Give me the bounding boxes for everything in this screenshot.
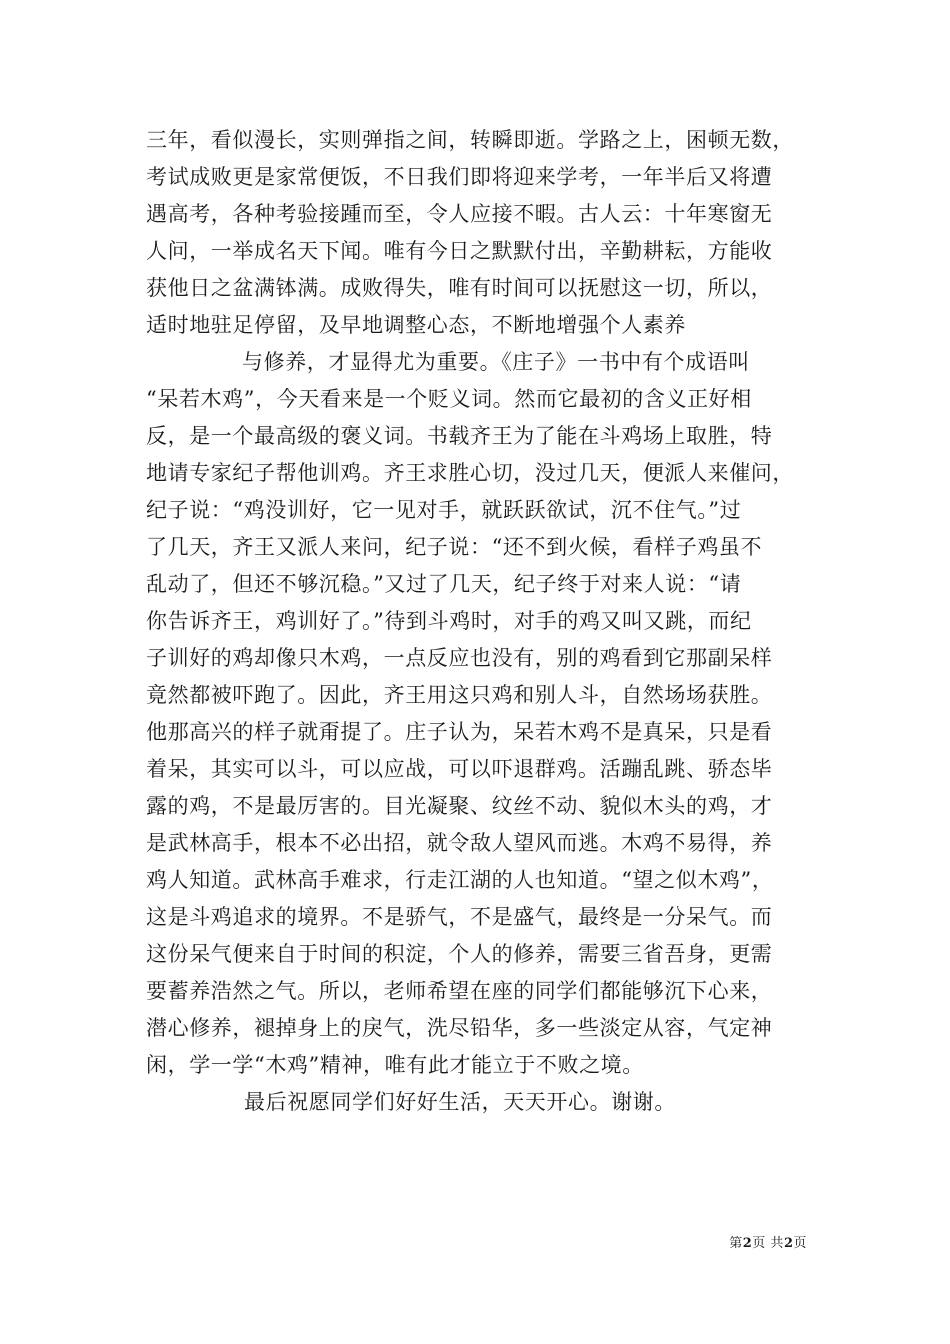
page-footer <box>729 1232 807 1251</box>
text-line: 纪子说：“鸡没训好，它一见对手，就跃跃欲试，沉不住气。”过 <box>146 498 742 522</box>
footer-suffix: 页 <box>793 1236 807 1251</box>
text-line: 反，是一个最高级的褒义词。书载齐王为了能在斗鸡场上取胜，特 <box>146 424 773 448</box>
footer-current-page: 2 <box>742 1236 753 1251</box>
text-line: 潜心修养，褪掉身上的戾气，洗尽铅华，多一些淡定从容，气定神 <box>146 1016 773 1040</box>
text-line: 乱动了，但还不够沉稳。”又过了几天，纪子终于对来人说：“请 <box>146 572 742 596</box>
text-line: 三年，看似漫长，实则弹指之间，转瞬即逝。学路之上，困顿无数， <box>146 128 794 152</box>
paragraph-1 <box>146 122 816 344</box>
text-line: 这是斗鸡追求的境界。不是骄气，不是盛气，最终是一分呆气。而 <box>146 905 773 929</box>
text-line: 要蓄养浩然之气。所以，老师希望在座的同学们都能够沉下心来， <box>146 979 773 1003</box>
text-line: 鸡人知道。武林高手难求，行走江湖的人也知道。“望之似木鸡”， <box>146 868 774 892</box>
footer-total-pages: 2 <box>783 1236 794 1251</box>
text-line: 地请专家纪子帮他训鸡。齐王求胜心切，没过几天，便派人来催问， <box>146 461 794 485</box>
text-line: 露的鸡，不是最厉害的。目光凝聚、纹丝不动、貌似木头的鸡，才 <box>146 794 773 818</box>
text-line: “呆若木鸡”，今天看来是一个贬义词。然而它最初的含义正好相 <box>146 387 752 411</box>
text-line: 考试成败更是家常便饭，不日我们即将迎来学考，一年半后又将遭 <box>146 165 773 189</box>
text-line: 竟然都被吓跑了。因此，齐王用这只鸡和别人斗，自然场场获胜。 <box>146 683 773 707</box>
text-line: 这份呆气便来自于时间的积淀，个人的修养，需要三省吾身，更需 <box>146 942 773 966</box>
footer-prefix: 第 <box>729 1236 743 1251</box>
paragraph-2 <box>146 344 816 1084</box>
text-line: 最后祝愿同学们好好生活，天天开心。谢谢。 <box>244 1090 676 1114</box>
text-line: 了几天，齐王又派人来问，纪子说：“还不到火候，看样子鸡虽不 <box>146 535 763 559</box>
paragraph-3 <box>146 1084 816 1121</box>
footer-middle: 页 共 <box>752 1236 784 1251</box>
text-line: 着呆，其实可以斗，可以应战，可以吓退群鸡。活蹦乱跳、骄态毕 <box>146 757 773 781</box>
text-line: 与修养，才显得尤为重要。《庄子》一书中有个成语叫 <box>242 350 750 374</box>
text-line: 获他日之盆满钵满。成败得失，唯有时间可以抚慰这一切，所以， <box>146 276 773 300</box>
text-line: 他那高兴的样子就甭提了。庄子认为，呆若木鸡不是真呆，只是看 <box>146 720 773 744</box>
document-body <box>146 122 816 1121</box>
text-line: 遇高考，各种考验接踵而至，令人应接不暇。古人云：十年寒窗无 <box>146 202 773 226</box>
text-line: 人问，一举成名天下闻。唯有今日之默默付出，辛勤耕耘，方能收 <box>146 239 773 263</box>
text-line: 是武林高手，根本不必出招，就令敌人望风而逃。木鸡不易得，养 <box>146 831 773 855</box>
text-line: 子训好的鸡却像只木鸡，一点反应也没有，别的鸡看到它那副呆样 <box>146 646 773 670</box>
text-line: 适时地驻足停留，及早地调整心态，不断地增强个人素养 <box>146 313 686 337</box>
text-line: 你告诉齐王，鸡训好了。”待到斗鸡时，对手的鸡又叫又跳，而纪 <box>146 609 752 633</box>
text-line: 闲，学一学“木鸡”精神，唯有此才能立于不败之境。 <box>146 1053 644 1077</box>
